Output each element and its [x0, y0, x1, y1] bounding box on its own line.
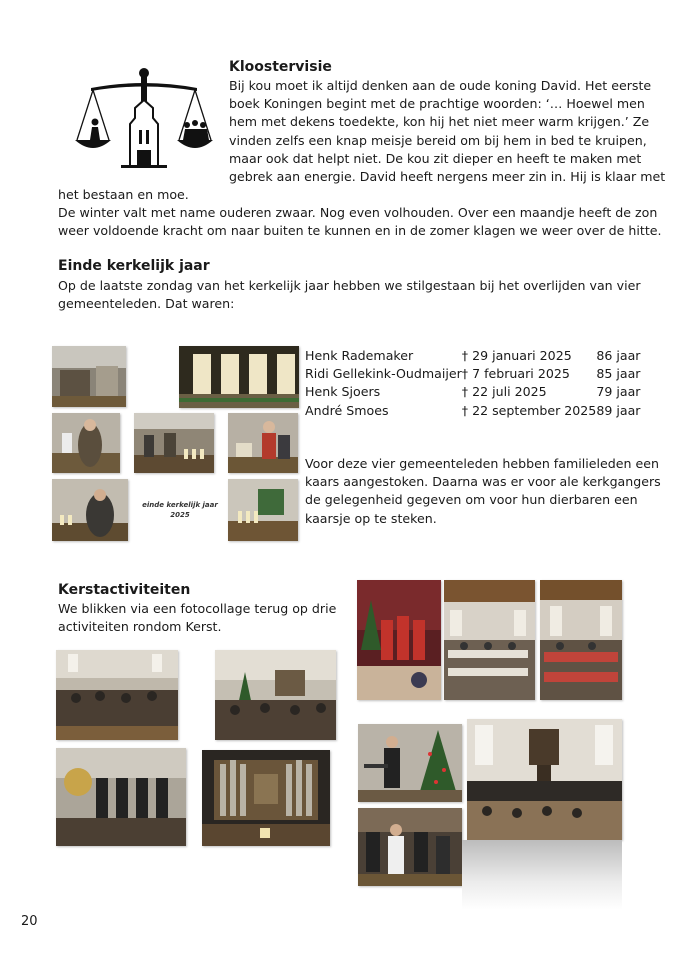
member-date: † 22 september 2025	[461, 402, 597, 418]
table-row	[305, 401, 640, 419]
klooster-paragraph	[229, 77, 665, 186]
kerst-heading: Kerstactiviteiten	[58, 582, 191, 598]
caption-line: einde kerkelijk jaar	[142, 501, 218, 509]
table-row	[305, 364, 640, 382]
photo-christmas-singer	[358, 724, 462, 802]
decorative-gradient-panel	[462, 840, 622, 910]
klooster-heading: Kloostervisie	[229, 59, 332, 75]
member-age: 79 jaar	[596, 384, 641, 400]
photo-candle-lighting-2	[134, 413, 214, 473]
member-date: † 22 juli 2025	[461, 384, 547, 400]
kerkjaar-heading: Einde kerkelijk jaar	[58, 258, 210, 274]
text-line: Op de laatste zondag van het kerkelijk jaar hebben we stilgestaan bij het overlijden van vier	[58, 278, 641, 293]
text-line: boek Koningen begint met de prachtige woorden: ‘… Hoewel men	[229, 96, 645, 112]
text-line: hem met dekens toedekte, kon hij het niet meer warm krijgen.’ Ze	[229, 114, 650, 130]
table-row	[305, 383, 640, 401]
klooster-paragraph-full	[58, 186, 662, 241]
photo-candles	[179, 346, 299, 408]
text-line: De winter valt met name ouderen zwaar. Nog even volhouden. Over een maandje heeft de zon	[58, 205, 658, 221]
member-date: † 7 februari 2025	[461, 366, 570, 382]
member-name: André Smoes	[305, 402, 389, 418]
text-line: het bestaan en moe.	[58, 187, 189, 202]
kerkjaar-after-paragraph	[305, 455, 661, 528]
photo-dinner-hall-2	[540, 580, 622, 700]
scales-of-justice-icon	[73, 64, 215, 170]
member-date: † 29 januari 2025	[461, 347, 572, 363]
members-table	[305, 346, 640, 420]
text-line: Voor deze vier gemeenteleden hebben familieleden een	[305, 456, 659, 471]
photo-congregation-2	[215, 650, 336, 740]
member-age: 85 jaar	[596, 366, 641, 382]
photo-choir-concert	[358, 808, 462, 886]
photo-church-interior	[52, 346, 126, 407]
text-line: gemeenteleden. Dat waren:	[58, 296, 235, 312]
photo-brass-band	[56, 748, 186, 846]
photo-choir-red	[357, 580, 441, 700]
text-line: de gelegenheid gegeven om voor hun dierbaren een	[305, 492, 638, 508]
member-age: 86 jaar	[596, 347, 641, 363]
text-line: gebrek aan energie. David heeft nergens meer zin in. Hij is klaar met	[229, 169, 666, 185]
text-line: kaarsje op te steken.	[305, 510, 437, 526]
photo-candle-lighting-4	[52, 479, 128, 541]
page-number: 20	[21, 914, 38, 929]
caption-line: 2025	[170, 511, 190, 519]
text-line: weer voldoende kracht om naar buiten te kunnen en in de zomer klagen we weer over de hitte.	[58, 223, 662, 239]
members-list	[305, 346, 640, 420]
photo-church-nave-choir	[467, 719, 622, 840]
collage-caption	[140, 500, 220, 520]
photo-congregation-1	[56, 650, 178, 740]
text-line: kaars aangestoken. Daarna was er voor ale kerkgangers	[305, 474, 661, 490]
photo-candle-lighting-1	[52, 413, 120, 473]
text-line: Bij kou moet ik altijd denken aan de oude koning David. Het eerste	[229, 78, 652, 93]
table-row	[305, 346, 640, 364]
kerkjaar-paragraph	[58, 277, 641, 313]
photo-memorial-table	[228, 479, 298, 541]
text-line: activiteiten rondom Kerst.	[58, 619, 222, 635]
text-line: vinden zelfs een knap meisje bereid om bij hem in bed te kruipen,	[229, 132, 647, 148]
member-age: 89 jaar	[596, 402, 641, 418]
photo-dinner-hall-1	[444, 580, 535, 700]
text-line: We blikken via een fotocollage terug op drie	[58, 601, 337, 616]
scales-logo	[73, 64, 215, 170]
text-line: maar ook dat helpt niet. De kou zit dieper en heeft te maken met	[229, 150, 642, 166]
member-name: Henk Sjoers	[305, 384, 381, 400]
photo-candle-lighting-3	[228, 413, 298, 473]
kerst-paragraph	[58, 600, 336, 636]
member-name: Ridi Gellekink-Oudmaijer	[305, 366, 462, 382]
photo-church-organ	[202, 750, 330, 846]
member-name: Henk Rademaker	[305, 347, 414, 363]
